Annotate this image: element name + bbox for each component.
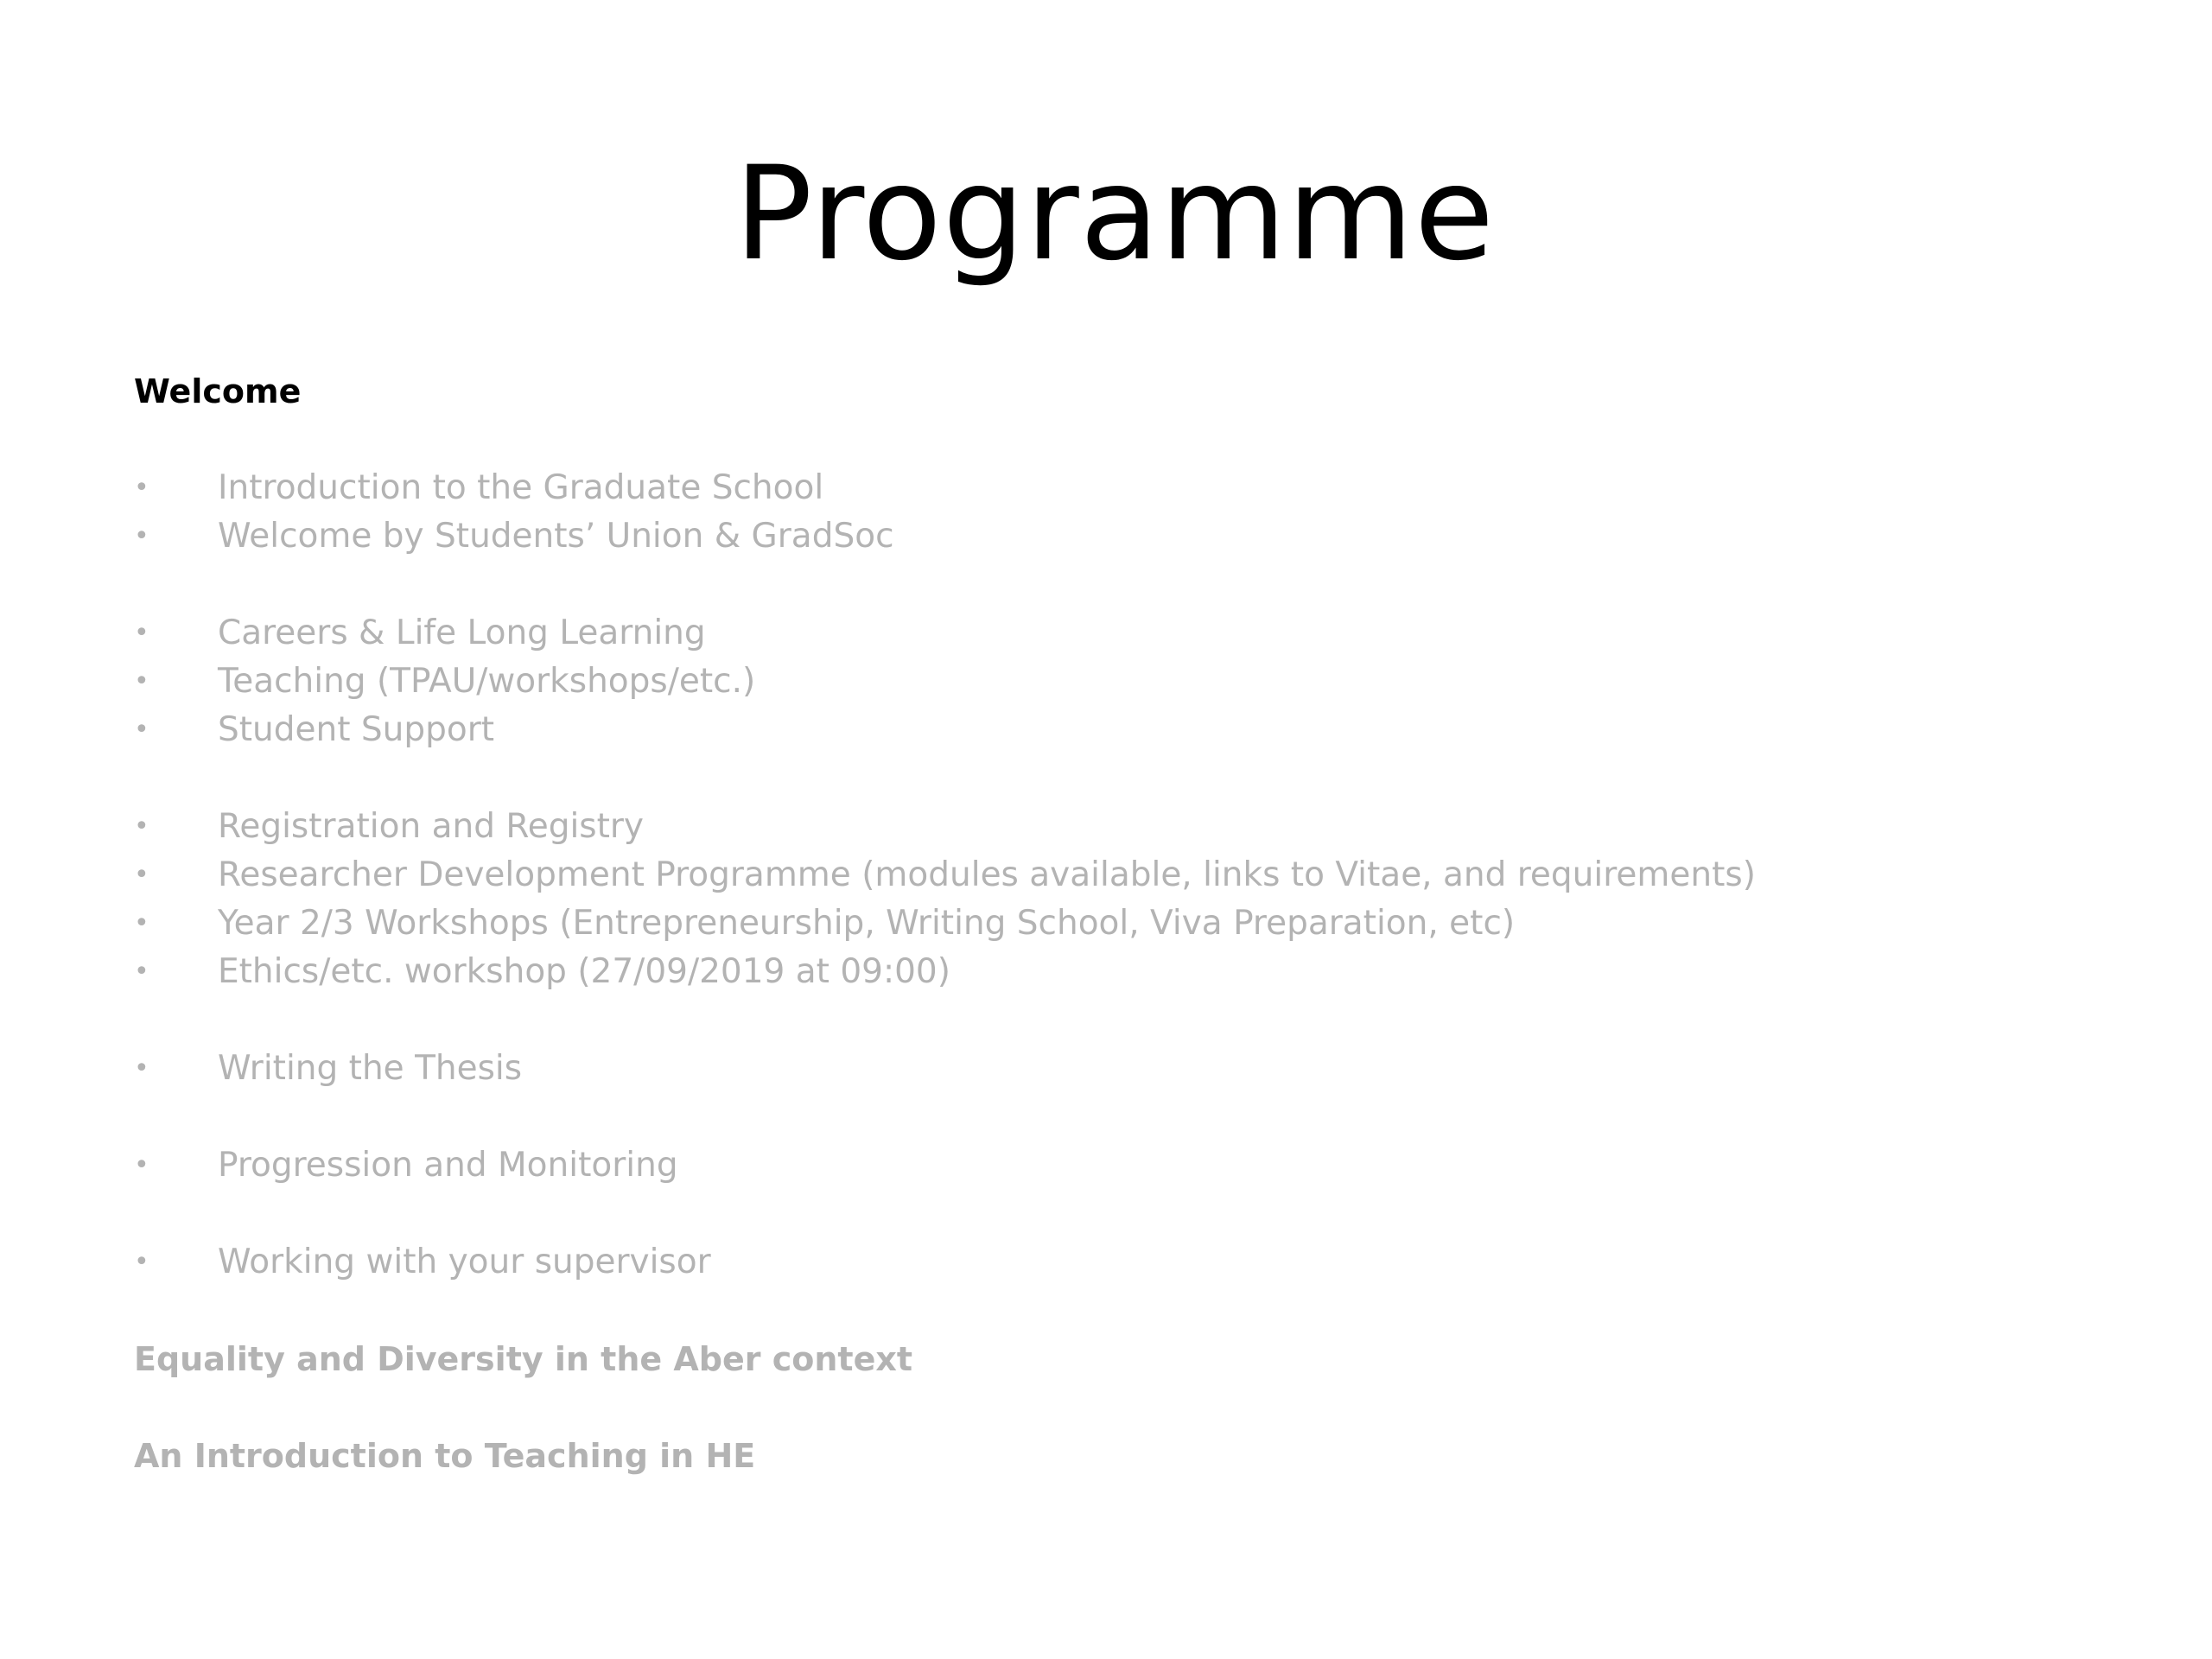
list-item-text: Careers & Life Long Learning xyxy=(218,613,706,652)
agenda-group xyxy=(134,464,2121,561)
spacer xyxy=(134,561,2121,609)
teaching-in-he-heading: An Introduction to Teaching in HE xyxy=(134,1437,756,1475)
spacer xyxy=(134,416,2121,464)
list-item xyxy=(134,1238,2121,1287)
list-item xyxy=(134,609,2121,658)
bullet-icon: • xyxy=(134,1247,149,1277)
list-item-text: Year 2/3 Workshops (Entrepreneurship, Writing School, Viva Preparation, etc) xyxy=(218,904,1516,943)
list-item xyxy=(134,512,2121,561)
list-item-text: Writing the Thesis xyxy=(218,1049,523,1088)
spacer xyxy=(134,754,2121,803)
list-item-text: Ethics/etc. workshop (27/09/2019 at 09:00) xyxy=(218,952,950,991)
bullet-icon: • xyxy=(134,666,149,696)
agenda-group xyxy=(134,609,2121,754)
list-item-text: Teaching (TPAU/workshops/etc.) xyxy=(218,662,756,701)
list-item xyxy=(134,706,2121,754)
spacer xyxy=(134,1190,2121,1238)
agenda-group xyxy=(134,803,2121,996)
spacer xyxy=(134,1093,2121,1141)
bullet-icon: • xyxy=(134,521,149,551)
bullet-icon: • xyxy=(134,1150,149,1180)
list-item xyxy=(134,851,2121,899)
list-item xyxy=(134,899,2121,948)
list-item-text: Introduction to the Graduate School xyxy=(218,468,824,507)
list-item xyxy=(134,1141,2121,1190)
spacer xyxy=(134,996,2121,1045)
list-item xyxy=(134,803,2121,851)
bullet-icon: • xyxy=(134,1053,149,1084)
slide-title: Programme xyxy=(734,139,1496,289)
agenda-group xyxy=(134,1141,2121,1190)
slide-body xyxy=(134,367,2121,1480)
agenda-list xyxy=(134,464,2121,1287)
bullet-icon: • xyxy=(134,811,149,842)
list-item-text: Researcher Development Programme (modules available, links to Vitae, and requirements) xyxy=(218,855,1756,894)
list-item xyxy=(134,948,2121,996)
bullet-icon: • xyxy=(134,957,149,987)
bullet-icon: • xyxy=(134,860,149,890)
agenda-group xyxy=(134,1045,2121,1093)
list-item xyxy=(134,1045,2121,1093)
welcome-heading: Welcome xyxy=(134,372,302,410)
list-item xyxy=(134,464,2121,512)
list-item-text: Welcome by Students’ Union & GradSoc xyxy=(218,517,894,556)
bullet-icon: • xyxy=(134,908,149,938)
spacer xyxy=(134,1287,2121,1335)
list-item-text: Registration and Registry xyxy=(218,807,645,846)
list-item-text: Student Support xyxy=(218,710,495,749)
bullet-icon: • xyxy=(134,618,149,648)
list-item-text: Working with your supervisor xyxy=(218,1243,711,1281)
equality-diversity-heading: Equality and Diversity in the Aber context xyxy=(134,1340,913,1378)
agenda-group xyxy=(134,1238,2121,1287)
bullet-icon: • xyxy=(134,715,149,745)
spacer xyxy=(134,1383,2121,1432)
bullet-icon: • xyxy=(134,473,149,503)
list-item xyxy=(134,658,2121,706)
list-item-text: Progression and Monitoring xyxy=(218,1146,678,1185)
